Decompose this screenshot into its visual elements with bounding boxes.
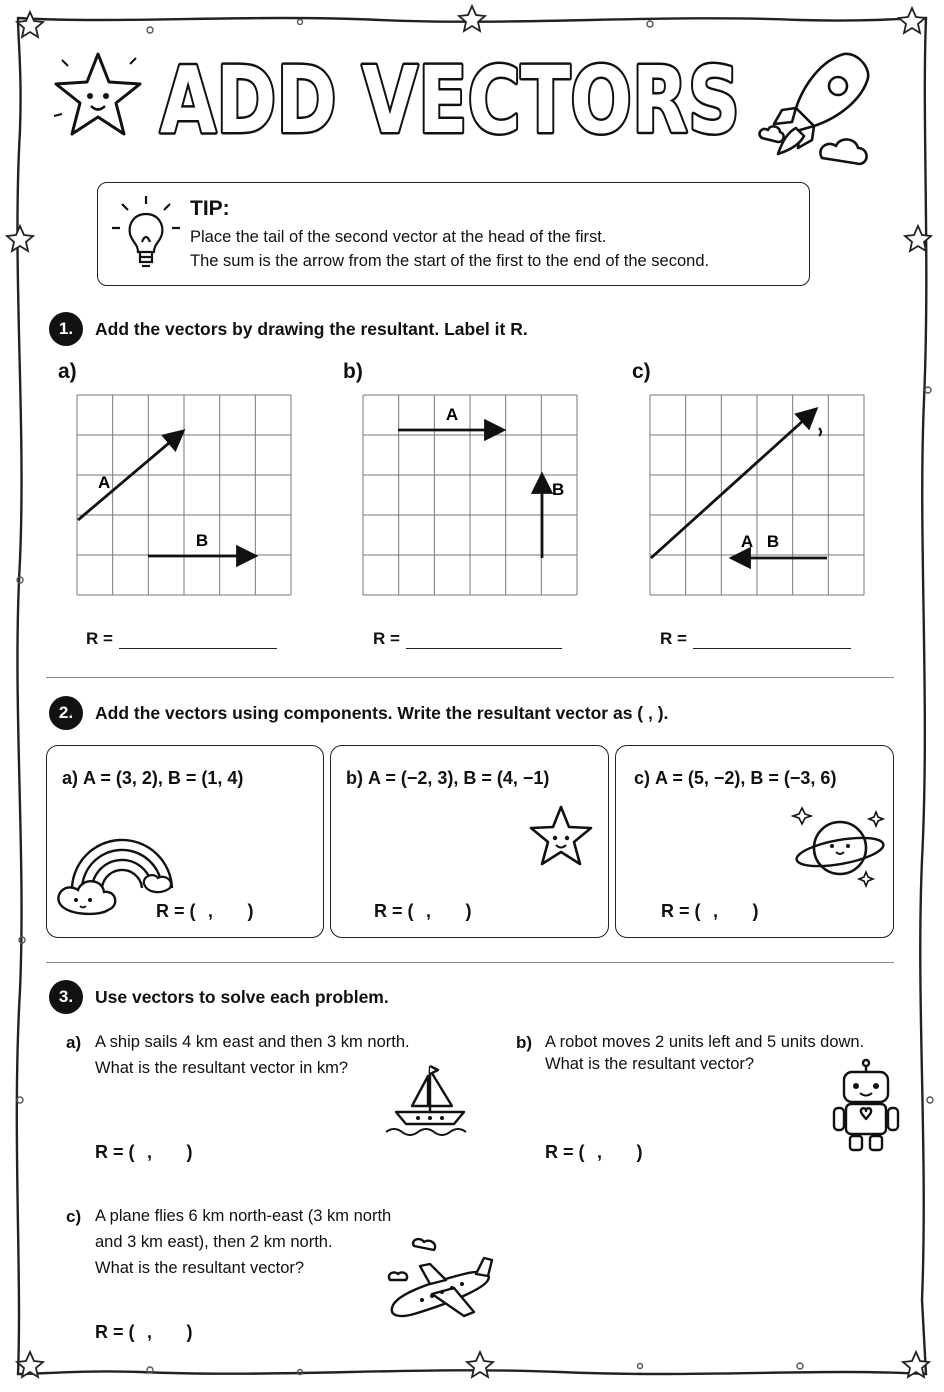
- page-title: [150, 40, 750, 154]
- q2a-answer-comma: ,: [208, 901, 214, 921]
- q1b-vector-a-label: A: [445, 405, 459, 424]
- q1-part-c-label: c): [632, 360, 651, 383]
- q3a-line-2: What is the resultant vector in km?: [95, 1059, 349, 1077]
- rainbow-icon: [54, 812, 180, 922]
- question-2-number: 2.: [49, 696, 83, 730]
- q2b-problem-text: A = (−2, 3), B = (4, −1): [368, 768, 550, 788]
- q1c-vector-b-label: B: [766, 532, 780, 551]
- tip-heading: TIP:: [190, 197, 230, 220]
- q1b-answer-blank[interactable]: [406, 630, 562, 649]
- q2a-answer-close: ): [247, 901, 254, 921]
- tip-line-1: Place the tail of the second vector at the head of the first.: [190, 228, 607, 246]
- q3c-answer-open: R = (: [95, 1322, 135, 1342]
- q3a-line-1: A ship sails 4 km east and then 3 km north.: [95, 1033, 410, 1051]
- q1b-vector-b-label: B: [552, 480, 565, 499]
- q1b-answer-label: R =: [373, 629, 400, 648]
- q2c-answer-open: R = (: [661, 901, 701, 921]
- q2b-answer-close: ): [465, 901, 472, 921]
- q2b-problem: [346, 768, 549, 789]
- q3b-answer[interactable]: [545, 1142, 643, 1163]
- sailboat-icon: [382, 1060, 478, 1140]
- q2c-problem-text: A = (5, −2), B = (−3, 6): [655, 768, 837, 788]
- q3a-label: a): [66, 1033, 82, 1052]
- q2a-problem: [62, 768, 243, 789]
- q1c-vector-a-label: A: [740, 532, 754, 551]
- question-1-number: 1.: [49, 312, 83, 346]
- q3b-line-1: A robot moves 2 units left and 5 units down.: [545, 1033, 865, 1051]
- rocket-icon: [752, 46, 882, 176]
- q1a-vector-a-label: A: [98, 473, 111, 492]
- lightbulb-icon: [108, 192, 184, 274]
- q3b-line-2: What is the resultant vector?: [545, 1055, 755, 1073]
- star-icon: [526, 802, 596, 872]
- q2c-answer[interactable]: [661, 901, 759, 922]
- q3c-line-1: A plane flies 6 km north-east (3 km north: [95, 1207, 392, 1225]
- question-3-number: 3.: [49, 980, 83, 1014]
- planet-icon: [788, 798, 888, 890]
- q3b-answer-open: R = (: [545, 1142, 585, 1162]
- svg-text:ADD VECTORS: ADD VECTORS: [160, 47, 740, 154]
- q3c-answer-comma: ,: [147, 1322, 153, 1342]
- q2a-answer-open: R = (: [156, 901, 196, 921]
- star-mascot-icon: [48, 46, 148, 146]
- q3c-line-2: and 3 km east), then 2 km north.: [95, 1233, 333, 1251]
- q1c-answer-label: R =: [660, 629, 687, 648]
- q3a-answer-open: R = (: [95, 1142, 135, 1162]
- q3b-answer-comma: ,: [597, 1142, 603, 1162]
- q2b-answer-open: R = (: [374, 901, 414, 921]
- q1a-answer-label: R =: [86, 629, 113, 648]
- q1c-vector-a-arrow: [651, 410, 815, 558]
- q1-part-b-label: b): [343, 360, 363, 383]
- q1c-answer[interactable]: [660, 629, 851, 649]
- airplane-icon: [384, 1240, 498, 1330]
- section-divider: [46, 677, 894, 678]
- q3a-text: [95, 1029, 410, 1081]
- q1-part-b-grid[interactable]: [362, 394, 578, 596]
- q2c-answer-close: ): [752, 901, 759, 921]
- q1-part-c-grid[interactable]: [649, 394, 865, 596]
- question-1-instruction: Add the vectors by drawing the resultant. Label it R.: [95, 319, 528, 339]
- q3c-answer-close: ): [186, 1322, 193, 1342]
- q2b-label: b): [346, 768, 363, 788]
- q1b-answer[interactable]: [373, 629, 562, 649]
- q1-part-a-grid[interactable]: [76, 394, 292, 596]
- q1a-vector-b-label: B: [195, 531, 209, 550]
- q1c-answer-blank[interactable]: [693, 630, 851, 649]
- tip-line-2: The sum is the arrow from the start of the first to the end of the second.: [190, 252, 710, 270]
- question-2-instruction: Add the vectors using components. Write the resultant vector as ( , ).: [95, 703, 669, 723]
- q1a-answer-blank[interactable]: [119, 630, 277, 649]
- q3c-line-3: What is the resultant vector?: [95, 1259, 305, 1277]
- q1a-vector-a-arrow: [78, 432, 182, 520]
- robot-icon: [828, 1058, 908, 1154]
- section-divider: [46, 962, 894, 963]
- q3b-text: [545, 1029, 864, 1077]
- q3b-label: b): [516, 1033, 533, 1052]
- q3c-answer[interactable]: [95, 1322, 193, 1343]
- q2c-label: c): [634, 768, 651, 788]
- q2a-label: a): [62, 768, 79, 788]
- q3c-text: [95, 1203, 391, 1281]
- q3a-answer-comma: ,: [147, 1142, 153, 1162]
- q3c-label: c): [66, 1207, 82, 1226]
- q3b-answer-close: ): [636, 1142, 643, 1162]
- q2c-problem: [634, 768, 836, 789]
- q2c-answer-comma: ,: [713, 901, 719, 921]
- q3a-answer[interactable]: [95, 1142, 193, 1163]
- q2a-problem-text: A = (3, 2), B = (1, 4): [83, 768, 244, 788]
- q1-part-a-label: a): [58, 360, 77, 383]
- q3a-answer-close: ): [186, 1142, 193, 1162]
- question-3-instruction: Use vectors to solve each problem.: [95, 987, 389, 1007]
- q1a-answer[interactable]: [86, 629, 277, 649]
- q2b-answer-comma: ,: [426, 901, 432, 921]
- q2b-answer[interactable]: [374, 901, 472, 922]
